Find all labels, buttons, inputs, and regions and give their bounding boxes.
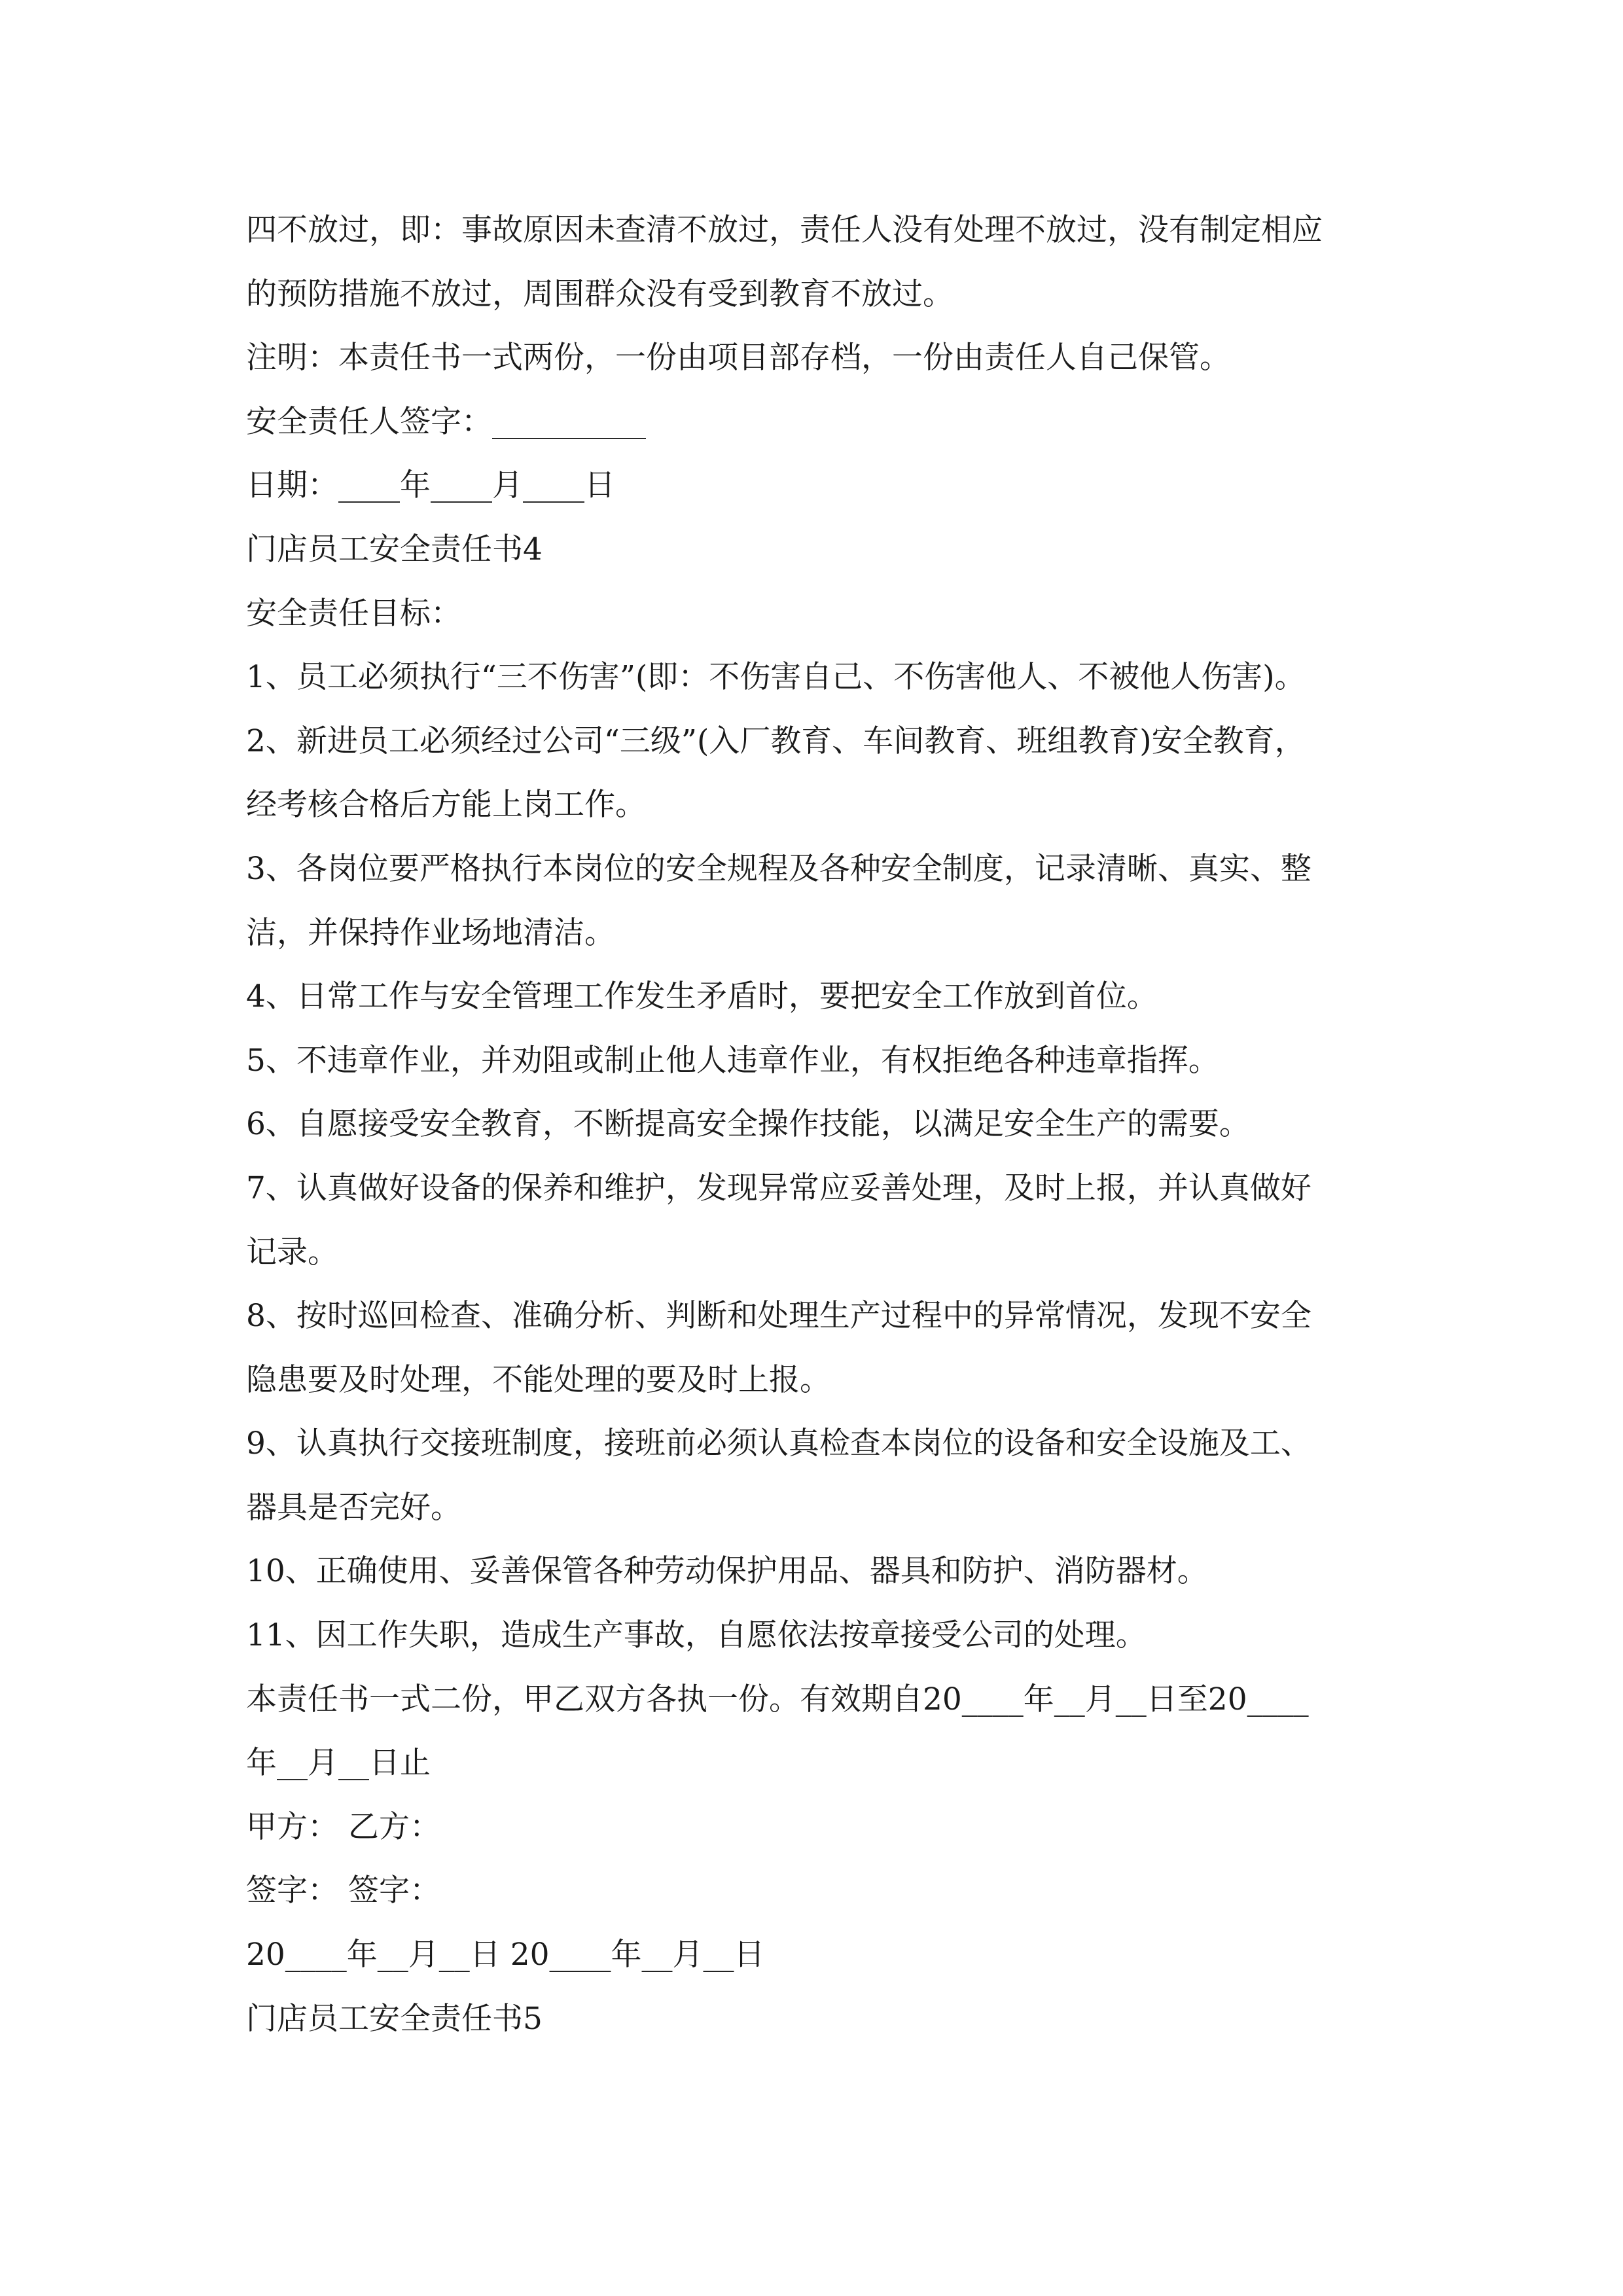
signatures-line: 签字： 签字： [246, 1873, 440, 1909]
paragraph-line: 的预防措施不放过，周围群众没有受到教育不放过。 [246, 276, 954, 312]
list-item: 1、员工必须执行“三不伤害”(即：不伤害自己、不伤害他人、不被他人伤害)。 [246, 659, 1306, 696]
list-item-continuation: 经考核合格后方能上岗工作。 [246, 787, 646, 823]
section-title: 门店员工安全责任书5 [246, 2000, 543, 2037]
list-item: 7、认真做好设备的保养和维护，发现异常应妥善处理，及时上报，并认真做好 [246, 1170, 1311, 1206]
document-body [246, 198, 1398, 2051]
list-item-continuation: 记录。 [246, 1234, 338, 1270]
section-subtitle: 安全责任目标： [246, 595, 461, 632]
list-item: 5、不违章作业，并劝阻或制止他人违章作业，有权拒绝各种违章指挥。 [246, 1042, 1219, 1079]
list-item: 6、自愿接受安全教育，不断提高安全操作技能，以满足安全生产的需要。 [246, 1106, 1250, 1143]
list-item: 4、日常工作与安全管理工作发生矛盾时，要把安全工作放到首位。 [246, 978, 1158, 1015]
note-line: 注明：本责任书一式两份，一份由项目部存档，一份由责任人自己保管。 [246, 340, 1230, 376]
list-item: 10、正确使用、妥善保管各种劳动保护用品、器具和防护、消防器材。 [246, 1553, 1208, 1590]
list-item: 2、新进员工必须经过公司“三级”(入厂教育、车间教育、班组教育)安全教育， [246, 723, 1306, 759]
list-item-continuation: 隐患要及时处理，不能处理的要及时上报。 [246, 1361, 830, 1398]
section-title: 门店员工安全责任书4 [246, 531, 543, 567]
parties-line: 甲方： 乙方： [246, 1808, 440, 1845]
dates-line: 20____年__月__日 20____年__月__日 [246, 1937, 765, 1973]
validity-line-continuation: 年__月__日止 [246, 1745, 431, 1782]
signature-line: 安全责任人签字：__________ [246, 403, 646, 440]
list-item: 8、按时巡回检查、准确分析、判断和处理生产过程中的异常情况，发现不安全 [246, 1298, 1311, 1335]
list-item: 9、认真执行交接班制度，接班前必须认真检查本岗位的设备和安全设施及工、 [246, 1426, 1311, 1462]
validity-line: 本责任书一式二份，甲乙双方各执一份。有效期自20____年__月__日至20____ [246, 1681, 1309, 1717]
list-item: 3、各岗位要严格执行本岗位的安全规程及各种安全制度，记录清晰、真实、整 [246, 850, 1311, 887]
list-item: 11、因工作失职，造成生产事故，自愿依法按章接受公司的处理。 [246, 1617, 1147, 1654]
list-item-continuation: 洁，并保持作业场地清洁。 [246, 914, 615, 951]
paragraph-line: 四不放过，即：事故原因未查清不放过，责任人没有处理不放过，没有制定相应 [246, 212, 1323, 248]
list-item-continuation: 器具是否完好。 [246, 1489, 461, 1526]
date-line: 日期：____年____月____日 [246, 467, 615, 504]
